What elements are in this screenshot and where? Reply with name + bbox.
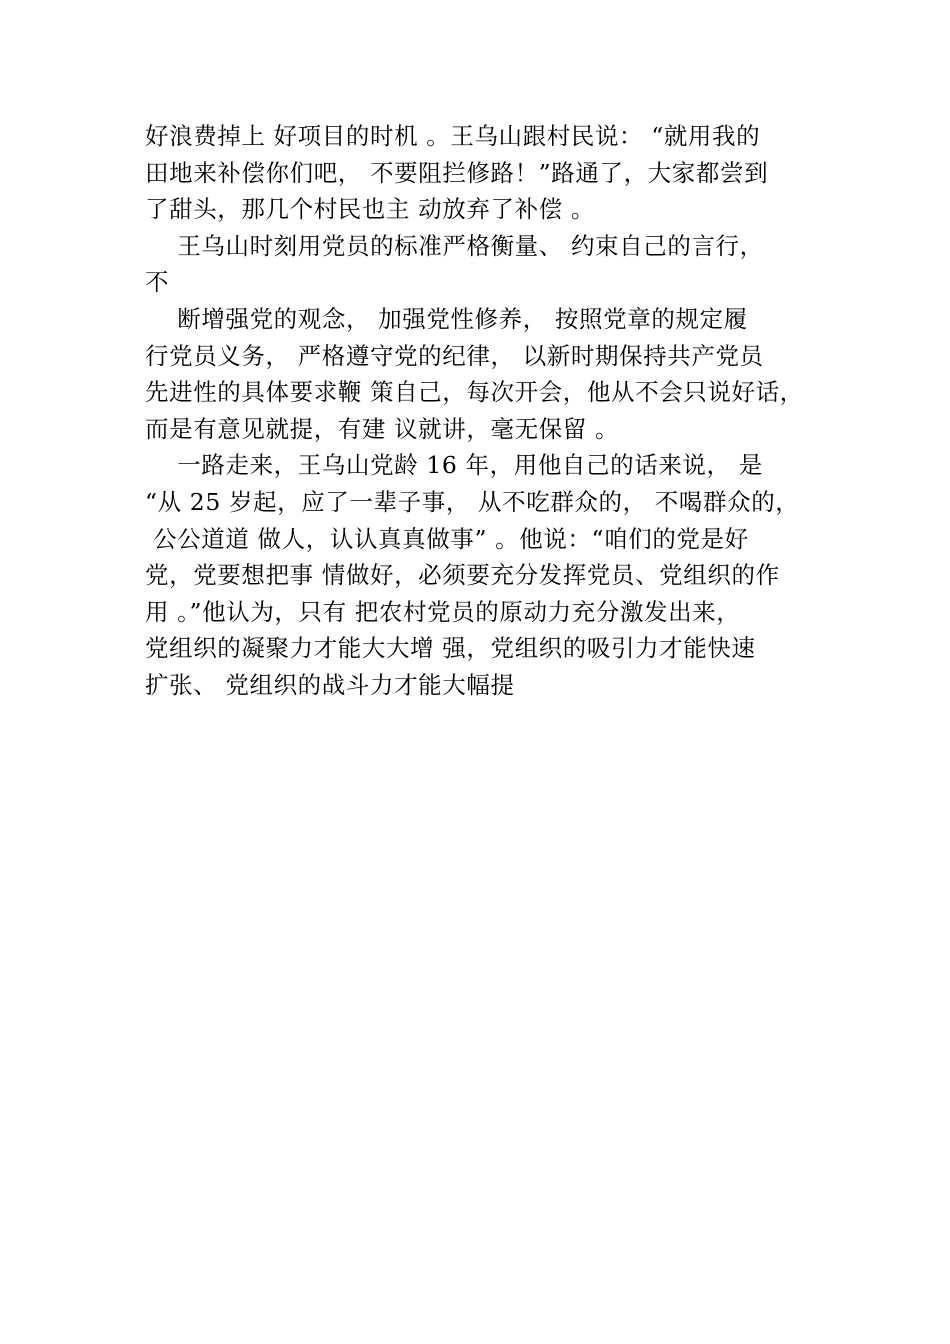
text-line: 了甜头，那几个村民也主 动放弃了补偿 。 bbox=[145, 195, 595, 224]
text-line: 而是有意见就提，有建 议就讲，毫无保留 。 bbox=[145, 414, 620, 443]
text-line: 断增强党的观念， 加强党性修养， 按照党章的规定履 bbox=[145, 304, 748, 333]
text-line: 先进性的具体要求鞭 策自己，每次开会，他从不会只说好话， bbox=[145, 378, 804, 407]
text-line: 田地来补偿你们吧， 不要阻拦修路！”路通了，大家都尝到 bbox=[145, 158, 769, 187]
text-line: 党，党要想把事 情做好，必须要充分发挥党员、党组织的作 bbox=[145, 561, 780, 590]
text-line: 王乌山时刻用党员的标准严格衡量、 约束自己的言行， bbox=[145, 231, 764, 260]
text-line: 扩张、 党组织的战斗力才能大幅提 bbox=[145, 670, 515, 699]
body-text bbox=[145, 118, 825, 704]
text-line: 一路走来，王乌山党龄 16 年，用他自己的话来说， 是 bbox=[145, 451, 763, 480]
text-line: 用 。”他认为，只有 把农村党员的原动力充分激发出来， bbox=[145, 597, 741, 626]
text-line: 党组织的凝聚力才能大大增 强，党组织的吸引力才能快速 bbox=[145, 634, 756, 663]
text-line: 不 bbox=[145, 268, 170, 297]
text-line: 好浪费掉上 好项目的时机 。王乌山跟村民说： “就用我的 bbox=[145, 122, 761, 150]
text-line: “从 25 岁起，应了一辈子事， 从不吃群众的， 不喝群众的， bbox=[145, 487, 800, 516]
text-line: 公公道道 做人，认认真真做事” 。他说：“咱们的党是好 bbox=[145, 524, 749, 553]
text-line: 行党员义务， 严格遵守党的纪律， 以新时期保持共产党员 bbox=[145, 341, 764, 370]
